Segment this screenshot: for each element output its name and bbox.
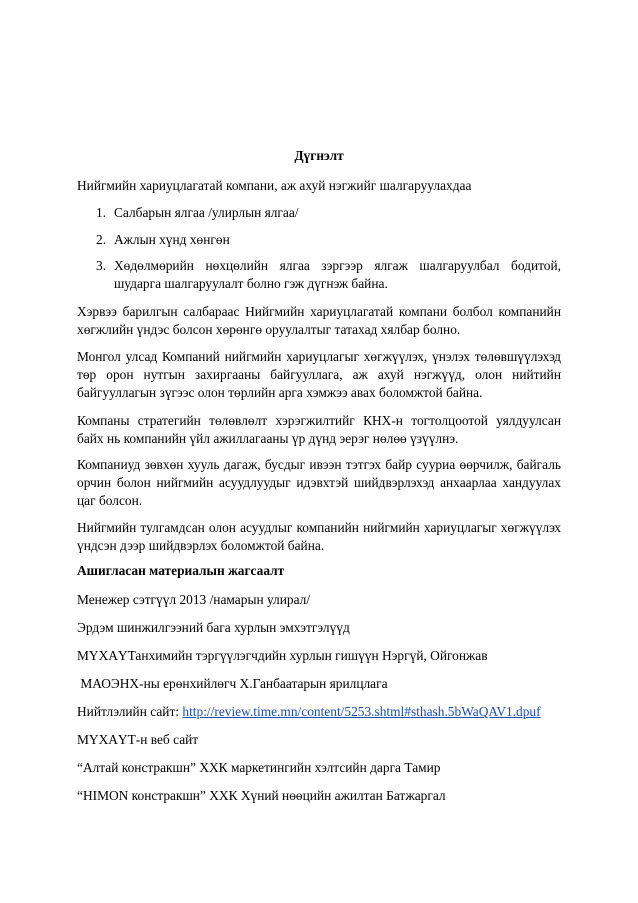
list-text: Салбарын ялгаа /улирлын ялгаа/ [114, 205, 299, 220]
source-item: “Алтай констракшн” ХХК маркетингийн хэлтсийн дарга Тамир [77, 760, 441, 775]
source-item: МҮХАҮТанхимийн тэргүүлэгчдийн хурлын гишүүн Нэргүй, Ойгонжав [77, 648, 488, 663]
list-number: 2. [96, 232, 107, 247]
source-item: Менежер сэтгүүл 2013 /намарын улирал/ [77, 592, 311, 607]
source-item: МАОЭНХ-ны ерөнхийлөгч Х.Ганбаатарын ярилцлага [77, 676, 388, 691]
body-paragraph: Нийгмийн тулгамдсан олон асуудлыг компанийн нийгмийн хариуцлагыг хөгжүүлэх үндсэн дээр шийдвэрлэх боломжтой байна. [77, 520, 561, 553]
body-paragraph: Монгол улсад Компаний нийгмийн хариуцлагыг хөгжүүлэх, үнэлэх төлөвшүүлэхэд төр орон нутгын захиргааны байгууллага, аж ахуй нэгжүүд, олон нийтийн байгууллагын зүгээс олон төрлийн арга хэмжээ авах боломжтой байна. [77, 349, 561, 400]
list-text: Ажлын хүнд хөнгөн [114, 232, 230, 247]
list-number: 3. [96, 258, 107, 273]
section-heading: Дүгнэлт [294, 148, 344, 163]
intro-paragraph: Нийгмийн хариуцлагатай компани, аж ахуй нэгжийг шалгаруулахдаа [77, 178, 472, 193]
sources-heading: Ашигласан материалын жагсаалт [77, 563, 285, 578]
web-source-link[interactable]: http://review.time.mn/content/5253.shtml#sthash.5bWaQAV1.dpuf [182, 704, 541, 719]
list-text: Хөдөлмөрийн нөхцөлийн ялгаа зэргээр ялгаж шалгаруулбал бодитой, шударга шалгаруулалт болно гэж дүгнэж байна. [114, 258, 561, 291]
web-source-item [77, 703, 561, 721]
source-item: Эрдэм шинжилгээний бага хурлын эмхэтгэлүүд [77, 620, 350, 635]
body-paragraph: Компаны стратегийн төлөвлөлт хэрэгжилтийг КНХ-н тогтолцоотой уялдуулсан байх нь компанийн үйл ажиллагааны үр дүнд эерэг нөлөө үзүүлнэ. [77, 413, 561, 446]
body-paragraph: Компаниуд зөвхөн хууль дагаж, бусдыг ивээн тэтгэх байр сууриа өөрчилж, байгаль орчин болон нийгмийн асуудлуудыг идэвхтэй шийдвэрлэхэд анхаарлаа хандуулах цаг болсон. [77, 457, 561, 508]
source-item: МҮХАҮТ-н веб сайт [77, 732, 199, 747]
source-item: “HIMON констракшн” ХХК Хүний нөөцийн ажилтан Батжаргал [77, 788, 446, 803]
body-paragraph: Хэрвээ барилгын салбараас Нийгмийн хариуцлагатай компани болбол компанийн хөгжлийн үндэс болсон хөрөнгө оруулалтыг татахад хялбар болно. [77, 304, 561, 337]
web-source-label: Нийтлэлийн сайт: [77, 704, 183, 719]
list-number: 1. [96, 205, 107, 220]
